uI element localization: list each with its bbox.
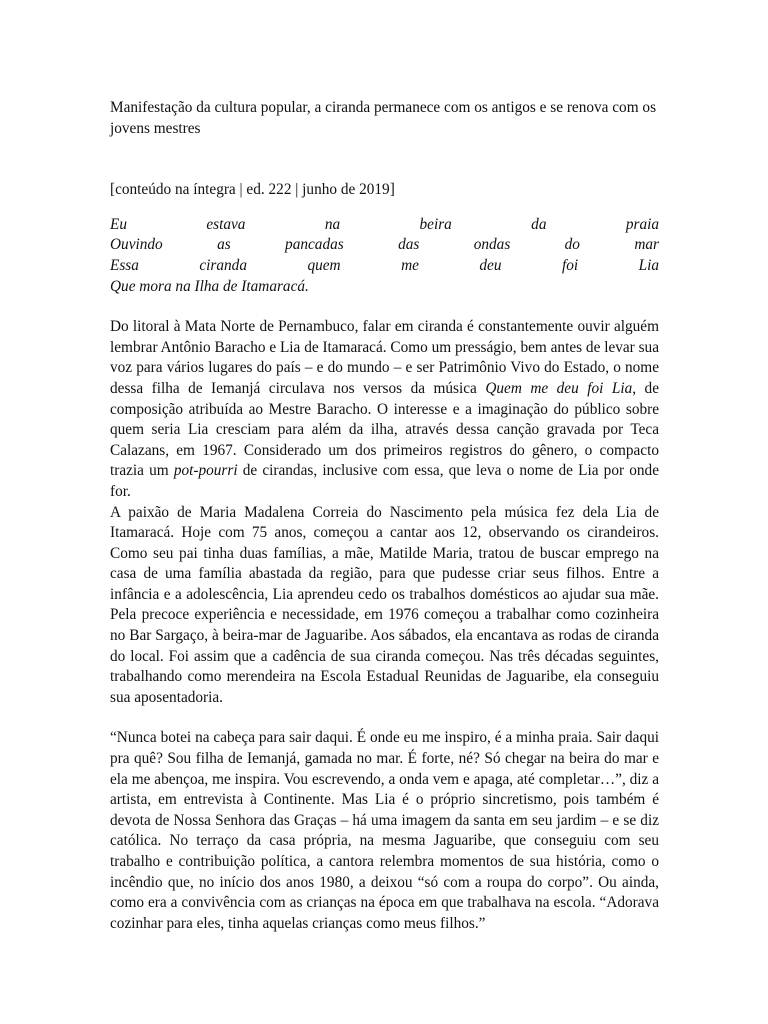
document-page xyxy=(110,98,659,934)
paragraph-text: de cirandas, inclusive com essa, que leva o nome de Lia por onde for. xyxy=(110,462,659,500)
body-paragraph xyxy=(110,317,659,502)
poem-line: Que mora na Ilha de Itamaracá. xyxy=(110,277,309,295)
song-title: Quem me deu foi Lia xyxy=(485,379,633,397)
italic-term: pot-pourri xyxy=(173,462,238,480)
article-subtitle: Manifestação da cultura popular, a ciranda permanece com os antigos e se renova com os jovens mestres xyxy=(110,99,657,137)
poem-line: Eu estava na beira da praia xyxy=(110,215,659,233)
poem-line: Essa ciranda quem me deu foi Lia xyxy=(110,256,659,274)
body-paragraph: “Nunca botei na cabeça para sair daqui. É onde eu me inspiro, é a minha praia. Sair daqui pra quê? Sou filha de Iemanjá, gamada no mar. É forte, né? Só chegar na beira do mar e ela me abençoa, me inspira. Vou escrevendo, a onda vem e apaga, até completar…”, diz a artista, em entrevista à Continente. Mas Lia é o próprio sincretismo, pois também é devota de Nossa Senhora das Graças – há uma imagem da santa em seu jardim – e se diz católica. No terraço da casa própria, na mesma Jaguaribe, que conseguiu com seu trabalho e contribuição política, a cantora relembra momentos de sua história, como o incêndio que, no início dos anos 1980, a deixou “só com a roupa do corpo”. Ou ainda, como era a convivência com as crianças na época em que trabalhava na escola. “Adorava cozinhar para eles, tinha aquelas crianças como meus filhos.” xyxy=(110,729,659,932)
poem-epigraph xyxy=(110,215,659,297)
body-paragraph: A paixão de Maria Madalena Correia do Nascimento pela música fez dela Lia de Itamaracá. Hoje com 75 anos, começou a cantar aos 12, observando os cirandeiros. Como seu pai tinha duas famílias, a mãe, Matilde Maria, tratou de buscar emprego na casa de uma família abastada da região, para que pudesse criar seus filhos. Entre a infância e a adolescência, Lia aprendeu cedo os trabalhos domésticos ao ajudar sua mãe. Pela precoce experiência e necessidade, em 1976 começou a trabalhar como cozinheira no Bar Sargaço, à beira-mar de Jaguaribe. Aos sábados, ela encantava as rodas de ciranda do local. Foi assim que a cadência de sua ciranda começou. Nas três décadas seguintes, trabalhando como merendeira na Escola Estadual Reunidas de Jaguaribe, ela conseguiu sua aposentadoria. xyxy=(110,503,659,706)
paragraph-text: , de composição atribuída ao Mestre Baracho. O interesse e a imaginação do público sobre quem seria Lia cresciam para além da ilha, através dessa canção gravada por Teca Calazans, em 1967. Considerado um dos primeiros registros do gênero, o compacto trazia um xyxy=(110,379,659,480)
edition-info: [conteúdo na íntegra | ed. 222 | junho de 2019] xyxy=(110,181,395,199)
poem-line: Ouvindo as pancadas das ondas do mar xyxy=(110,236,659,254)
paragraph-text: Do litoral à Mata Norte de Pernambuco, falar em ciranda é constantemente ouvir alguém lembrar Antônio Baracho e Lia de Itamaracá. Como um presságio, bem antes de levar sua voz para vários lugares do país – e do mundo – e ser Patrimônio Vivo do Estado, o nome dessa filha de Iemanjá circulava nos versos da música xyxy=(110,318,659,397)
